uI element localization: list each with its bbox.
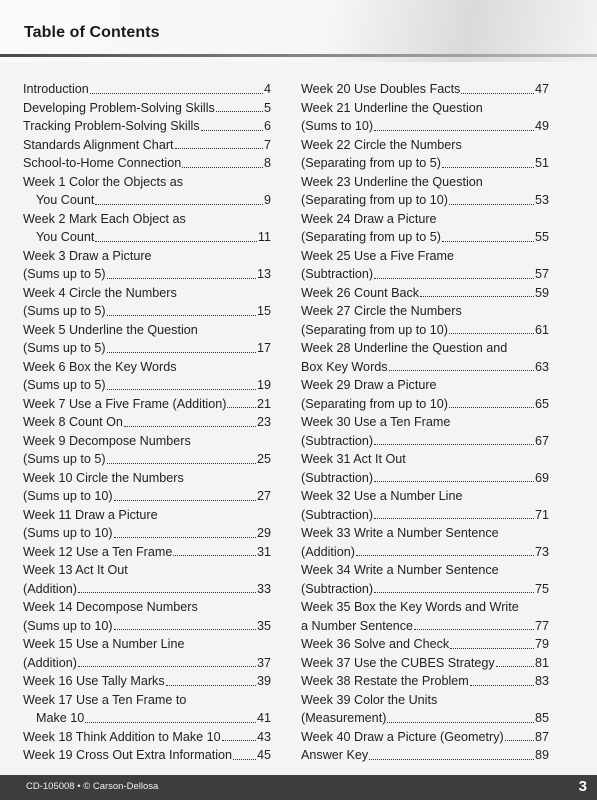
toc-entry <box>301 395 549 414</box>
toc-entry-page: 27 <box>256 489 271 503</box>
dot-leader <box>78 665 256 667</box>
toc-entry <box>301 284 549 303</box>
toc-entry-title: (Sums up to 10) <box>23 526 113 540</box>
toc-entry-page: 19 <box>256 378 271 392</box>
toc-entry <box>301 728 549 747</box>
toc-entry-page: 25 <box>256 452 271 466</box>
page-number: 3 <box>578 778 587 795</box>
toc-entry <box>301 117 549 136</box>
toc-entry <box>301 580 549 599</box>
toc-entry-title: Week 38 Restate the Problem <box>301 674 469 688</box>
toc-entry <box>301 487 549 506</box>
dot-leader <box>216 110 263 112</box>
toc-entry <box>23 321 271 340</box>
toc-entry-title: Week 23 Underline the Question <box>301 174 483 189</box>
toc-entry-page: 5 <box>263 100 271 115</box>
toc-entry <box>23 191 271 210</box>
dot-leader <box>374 443 534 445</box>
dot-leader <box>107 277 256 279</box>
toc-entry-title: Week 4 Circle the Numbers <box>23 285 177 300</box>
toc-entry-title: (Sums up to 10) <box>23 489 113 503</box>
toc-entry-title: (Separating from up to 5) <box>301 230 442 244</box>
toc-entry <box>23 672 271 691</box>
toc-entry <box>23 247 271 266</box>
dot-leader <box>95 240 257 242</box>
toc-entry <box>23 654 271 673</box>
toc-entry-title: (Subtraction) <box>301 470 374 485</box>
toc-entry-page: 35 <box>256 618 271 633</box>
dot-leader <box>356 554 534 556</box>
toc-entry-title: Tracking Problem-Solving Skills <box>23 119 200 133</box>
toc-entry-title: (Sums up to 5) <box>23 267 106 281</box>
toc-entry-page: 29 <box>256 526 271 540</box>
toc-entry-page: 71 <box>534 507 549 522</box>
toc-entry-page: 17 <box>256 341 271 355</box>
toc-entry-page: 59 <box>534 285 549 300</box>
toc-entry <box>301 228 549 247</box>
toc-entry <box>301 80 549 99</box>
toc-entry-title: Week 12 Use a Ten Frame <box>23 544 173 559</box>
toc-entry <box>301 191 549 210</box>
toc-entry-title: (Separating from up to 10) <box>301 322 449 337</box>
dot-leader <box>107 388 256 390</box>
toc-entry-title: Week 21 Underline the Question <box>301 100 483 115</box>
toc-entry-title: (Separating from up to 10) <box>301 396 449 411</box>
toc-entry-title: (Subtraction) <box>301 267 374 281</box>
toc-entry <box>23 80 271 99</box>
dot-leader <box>166 684 256 686</box>
footer-copyright: CD-105008 • © Carson-Dellosa <box>26 781 159 792</box>
dot-leader <box>449 203 534 205</box>
toc-entry-title: (Sums up to 5) <box>23 304 106 318</box>
toc-entry-title: Week 25 Use a Five Frame <box>301 248 455 263</box>
dot-leader <box>449 332 534 334</box>
toc-entry-title: (Sums up to 10) <box>23 618 113 633</box>
toc-entry-title: Week 1 Color the Objects as <box>23 174 184 189</box>
toc-entry-title: Week 6 Box the Key Words <box>23 359 177 374</box>
toc-entry-title: Week 33 Write a Number Sentence <box>301 526 499 540</box>
toc-entry <box>301 302 549 321</box>
toc-entry-page: 15 <box>256 304 271 318</box>
toc-entry <box>23 154 271 173</box>
toc-entry <box>23 210 271 229</box>
toc-entry-page: 31 <box>256 544 271 559</box>
toc-entry-title: (Addition) <box>23 655 77 670</box>
toc-entry-page: 51 <box>534 156 549 170</box>
toc-entry <box>301 210 549 229</box>
toc-entry <box>23 487 271 506</box>
toc-entry <box>301 691 549 710</box>
toc-entry <box>23 302 271 321</box>
toc-entry <box>23 376 271 395</box>
toc-entry-page: 69 <box>534 470 549 485</box>
toc-entry <box>301 265 549 284</box>
dot-leader <box>222 739 256 741</box>
dot-leader <box>374 277 534 279</box>
toc-entry-page: 75 <box>534 581 549 596</box>
dot-leader <box>505 739 534 741</box>
toc-entry-title: Week 10 Circle the Numbers <box>23 470 184 485</box>
toc-entry-title: Developing Problem-Solving Skills <box>23 100 215 115</box>
dot-leader <box>387 721 534 723</box>
dot-leader <box>442 240 534 242</box>
toc-entry-title: Week 39 Color the Units <box>301 692 438 707</box>
dot-leader <box>420 295 534 297</box>
toc-entry-title: Week 35 Box the Key Words and Write <box>301 600 519 614</box>
toc-entry-title: a Number Sentence <box>301 618 414 633</box>
toc-entry-page: 45 <box>256 748 271 762</box>
toc-entry-title: School-to-Home Connection <box>23 156 182 170</box>
toc-entry <box>301 635 549 654</box>
toc-entry-title: Week 3 Draw a Picture <box>23 248 152 263</box>
dot-leader <box>107 462 256 464</box>
dot-leader <box>389 369 534 371</box>
toc-entry <box>23 173 271 192</box>
toc-entry <box>23 728 271 747</box>
toc-entry-title: Week 24 Draw a Picture <box>301 211 437 226</box>
dot-leader <box>233 758 256 760</box>
toc-entry-title: Make 10 <box>36 711 85 725</box>
toc-entry-title: You Count <box>36 193 95 207</box>
toc-entry-page: 47 <box>534 82 549 96</box>
toc-entry-title: Week 20 Use Doubles Facts <box>301 82 461 96</box>
toc-entry <box>23 117 271 136</box>
toc-entry-page: 9 <box>263 193 271 207</box>
toc-entry <box>301 413 549 432</box>
toc-entry <box>301 173 549 192</box>
toc-entry-page: 7 <box>263 137 271 152</box>
toc-entry-page: 65 <box>534 396 549 411</box>
toc-entry <box>23 413 271 432</box>
toc-entry-page: 41 <box>256 711 271 725</box>
toc-entry-title: Week 29 Draw a Picture <box>301 378 437 392</box>
toc-entry-page: 67 <box>534 433 549 448</box>
toc-entry-title: Week 13 Act It Out <box>23 563 128 577</box>
dot-leader <box>124 425 256 427</box>
toc-entry-page: 63 <box>534 359 549 374</box>
toc-entry <box>301 247 549 266</box>
toc-entry <box>23 432 271 451</box>
dot-leader <box>107 351 256 353</box>
toc-entry <box>23 691 271 710</box>
toc-entry-title: You Count <box>36 230 95 244</box>
toc-entry <box>301 524 549 543</box>
toc-entry <box>301 339 549 358</box>
toc-entry <box>301 99 549 118</box>
dot-leader <box>369 758 534 760</box>
toc-entry <box>301 506 549 525</box>
toc-entry <box>301 598 549 617</box>
toc-entry <box>301 450 549 469</box>
dot-leader <box>374 129 534 131</box>
toc-entry <box>301 709 549 728</box>
toc-entry-title: Week 32 Use a Number Line <box>301 489 463 503</box>
toc-entry-title: Introduction <box>23 82 89 96</box>
toc-entry <box>301 617 549 636</box>
toc-entry-title: (Sums up to 5) <box>23 341 106 355</box>
dot-leader <box>107 314 256 316</box>
dot-leader <box>442 166 534 168</box>
toc-entry <box>23 469 271 488</box>
dot-leader <box>496 665 534 667</box>
title-rule <box>0 54 597 57</box>
toc-entry-title: Week 8 Count On <box>23 415 123 429</box>
toc-entry <box>23 228 271 247</box>
toc-entry-title: (Subtraction) <box>301 581 374 596</box>
dot-leader <box>227 406 256 408</box>
toc-entry-page: 6 <box>263 119 271 133</box>
toc-entry <box>23 506 271 525</box>
toc-entry-title: Week 34 Write a Number Sentence <box>301 563 499 577</box>
toc-entry <box>23 561 271 580</box>
toc-entry <box>23 358 271 377</box>
toc-entry <box>23 543 271 562</box>
dot-leader <box>450 647 534 649</box>
toc-entry <box>23 635 271 654</box>
toc-entry-title: Week 37 Use the CUBES Strategy <box>301 655 495 670</box>
toc-entry <box>23 395 271 414</box>
dot-leader <box>114 536 256 538</box>
toc-entry <box>23 524 271 543</box>
toc-entry-title: Week 5 Underline the Question <box>23 322 198 337</box>
toc-entry-title: Week 7 Use a Five Frame (Addition) <box>23 396 227 411</box>
toc-entry-title: Week 26 Count Back <box>301 285 420 300</box>
toc-entry <box>23 339 271 358</box>
toc-entry-title: Week 40 Draw a Picture (Geometry) <box>301 729 504 744</box>
toc-entry-title: Week 17 Use a Ten Frame to <box>23 692 187 707</box>
toc-entry <box>23 450 271 469</box>
toc-entry-title: Week 36 Solve and Check <box>301 637 450 651</box>
dot-leader <box>78 591 256 593</box>
toc-entry <box>23 284 271 303</box>
toc-entry-title: (Sums to 10) <box>301 119 374 133</box>
toc-entry-page: 57 <box>534 267 549 281</box>
toc-entry-title: (Subtraction) <box>301 433 374 448</box>
toc-entry-title: (Addition) <box>23 581 77 596</box>
toc-entry-page: 81 <box>534 655 549 670</box>
dot-leader <box>182 166 263 168</box>
toc-entry <box>301 358 549 377</box>
toc-entry <box>301 321 549 340</box>
toc-entry-title: (Separating from up to 10) <box>301 193 449 207</box>
toc-entry-title: Standards Alignment Chart <box>23 137 174 152</box>
toc-entry-title: (Subtraction) <box>301 507 374 522</box>
toc-entry-title: Answer Key <box>301 748 369 762</box>
toc-entry-title: Week 31 Act It Out <box>301 452 406 466</box>
dot-leader <box>449 406 534 408</box>
page-footer <box>0 775 597 800</box>
toc-right-column <box>301 80 549 765</box>
dot-leader <box>173 554 256 556</box>
toc-entry-page: 77 <box>534 618 549 633</box>
toc-entry-page: 37 <box>256 655 271 670</box>
toc-entry-page: 79 <box>534 637 549 651</box>
toc-entry <box>301 136 549 155</box>
dot-leader <box>374 591 534 593</box>
toc-entry-title: (Separating from up to 5) <box>301 156 442 170</box>
toc-entry-title: Week 19 Cross Out Extra Information <box>23 748 233 762</box>
toc-entry-title: Week 11 Draw a Picture <box>23 507 158 522</box>
toc-entry-title: Week 9 Decompose Numbers <box>23 433 191 448</box>
toc-entry <box>301 561 549 580</box>
dot-leader <box>90 92 263 94</box>
toc-entry <box>23 99 271 118</box>
toc-entry <box>301 469 549 488</box>
toc-entry <box>301 432 549 451</box>
dot-leader <box>461 92 534 94</box>
toc-entry-title: Week 22 Circle the Numbers <box>301 137 462 152</box>
toc-entry-title: Week 27 Circle the Numbers <box>301 304 462 318</box>
toc-entry-page: 8 <box>263 156 271 170</box>
toc-entry-page: 4 <box>263 82 271 96</box>
toc-entry-page: 87 <box>534 729 549 744</box>
toc-entry-page: 85 <box>534 711 549 725</box>
dot-leader <box>414 628 534 630</box>
toc-entry-page: 39 <box>256 674 271 688</box>
toc-entry-page: 83 <box>534 674 549 688</box>
toc-entry-title: (Measurement) <box>301 711 387 725</box>
toc-entry-page: 11 <box>257 230 271 244</box>
toc-entry-page: 89 <box>534 748 549 762</box>
toc-entry <box>23 136 271 155</box>
dot-leader <box>114 628 256 630</box>
toc-entry <box>301 746 549 765</box>
toc-entry <box>301 154 549 173</box>
toc-entry-page: 23 <box>256 415 271 429</box>
toc-entry-page: 49 <box>534 119 549 133</box>
dot-leader <box>470 684 534 686</box>
toc-entry-page: 43 <box>256 729 271 744</box>
dot-leader <box>175 147 263 149</box>
toc-entry-title: Week 14 Decompose Numbers <box>23 600 198 614</box>
toc-entry-title: (Sums up to 5) <box>23 452 106 466</box>
toc-entry-page: 55 <box>534 230 549 244</box>
toc-entry <box>23 746 271 765</box>
toc-entry <box>23 598 271 617</box>
toc-entry <box>23 709 271 728</box>
toc-entry-title: Week 30 Use a Ten Frame <box>301 415 451 429</box>
toc-entry-title: Week 2 Mark Each Object as <box>23 211 186 226</box>
toc-entry-title: Week 28 Underline the Question and <box>301 341 508 355</box>
toc-entry-page: 21 <box>256 396 271 411</box>
dot-leader <box>374 480 534 482</box>
toc-entry-title: (Sums up to 5) <box>23 378 106 392</box>
dot-leader <box>374 517 534 519</box>
toc-entry-page: 61 <box>534 322 549 337</box>
toc-entry <box>301 376 549 395</box>
toc-entry <box>301 654 549 673</box>
toc-entry-page: 33 <box>256 581 271 596</box>
toc-entry <box>301 672 549 691</box>
dot-leader <box>114 499 256 501</box>
dot-leader <box>95 203 263 205</box>
toc-entry <box>301 543 549 562</box>
toc-entry <box>23 580 271 599</box>
toc-entry-page: 73 <box>534 544 549 559</box>
toc-entry-page: 13 <box>256 267 271 281</box>
dot-leader <box>85 721 256 723</box>
toc-entry-page: 53 <box>534 193 549 207</box>
toc-entry-title: Week 18 Think Addition to Make 10 <box>23 729 221 744</box>
toc-entry <box>23 617 271 636</box>
toc-entry <box>23 265 271 284</box>
dot-leader <box>201 129 263 131</box>
page-title: Table of Contents <box>24 24 160 41</box>
toc-entry-title: Week 16 Use Tally Marks <box>23 674 165 688</box>
toc-entry-title: Box Key Words <box>301 359 388 374</box>
toc-entry-title: (Addition) <box>301 544 355 559</box>
toc-left-column <box>23 80 271 765</box>
toc-entry-title: Week 15 Use a Number Line <box>23 637 185 651</box>
